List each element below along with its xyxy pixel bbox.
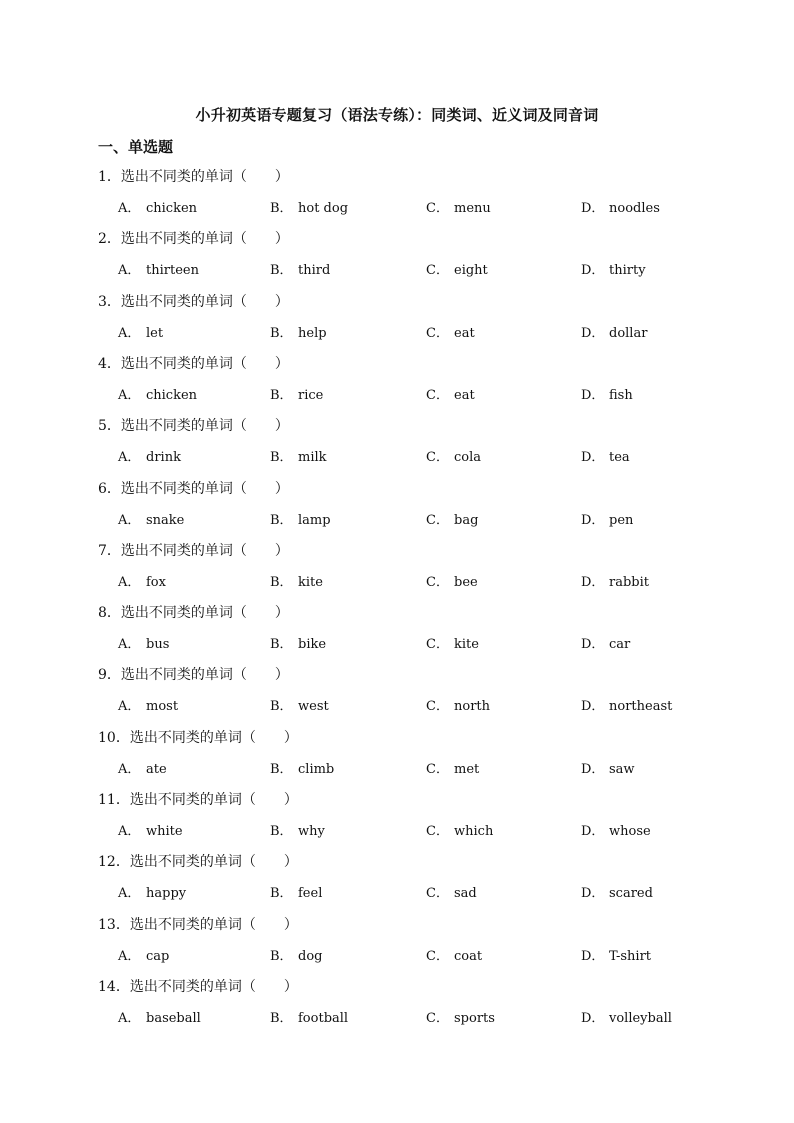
question-item [98,723,718,785]
option-letter: D． [581,699,605,715]
answer-option[interactable] [270,816,325,847]
option-text: northeast [609,699,673,715]
option-letter: D． [581,574,605,590]
answer-option[interactable] [426,878,477,909]
option-letter: B． [270,699,293,715]
option-text: volleyball [609,1010,672,1026]
question-stem [98,349,718,380]
answer-option[interactable] [270,318,327,349]
option-letter: B． [270,387,293,403]
question-text: 选出不同类的单词（ ） [120,667,289,684]
option-text: T-shirt [609,948,652,964]
option-text: bag [454,512,479,528]
answer-option[interactable] [581,691,672,722]
option-text: noodles [609,201,660,216]
option-letter: D． [581,263,605,279]
option-row [98,629,718,660]
option-letter: B． [270,824,293,839]
option-text: bike [298,637,327,653]
option-letter: A． [118,325,141,341]
option-text: tea [609,450,630,466]
answer-option[interactable] [581,505,633,536]
option-letter: A． [118,948,141,964]
answer-option[interactable] [426,255,488,286]
answer-option[interactable] [270,878,322,909]
answer-option[interactable] [581,193,660,224]
option-row [98,505,718,536]
question-text: 选出不同类的单词（ ） [120,605,289,622]
option-text: help [298,325,327,341]
option-letter: D． [581,512,605,528]
option-letter: C． [426,512,449,528]
option-text: most [146,699,179,715]
option-letter: C． [426,450,449,466]
option-letter: B． [270,325,293,341]
question-number: 10． [98,729,130,746]
option-letter: D． [581,1010,605,1026]
option-text: saw [609,761,635,777]
option-letter: B． [270,263,293,279]
answer-option[interactable] [118,691,178,722]
question-stem [98,723,718,754]
option-text: chicken [146,201,198,216]
question-text: 选出不同类的单词（ ） [120,355,289,372]
answer-option[interactable] [270,691,329,722]
question-stem [98,598,718,629]
question-item [98,785,718,847]
option-letter: A． [118,761,141,777]
option-text: hot dog [298,201,349,216]
question-item [98,224,718,286]
option-letter: C． [426,637,449,653]
option-letter: A． [118,699,141,715]
option-row [98,816,718,847]
option-text: thirty [609,263,646,279]
answer-option[interactable] [426,816,493,847]
option-letter: B． [270,1010,293,1026]
option-text: west [298,699,329,715]
option-letter: C． [426,948,449,964]
page-title: 小升初英语专题复习（语法专练）：同类词、近义词及同音词 [195,106,599,124]
question-stem [98,972,718,1003]
option-letter: A． [118,263,141,279]
option-text: why [298,824,325,839]
answer-option[interactable] [426,318,475,349]
question-number: 6． [98,480,121,497]
option-text: rabbit [609,574,649,590]
answer-option[interactable] [270,629,326,660]
answer-option[interactable] [426,505,478,536]
option-letter: D． [581,201,605,216]
option-text: ate [146,761,167,777]
question-stem [98,847,718,878]
question-item [98,660,718,722]
option-text: rice [298,387,324,403]
option-row [98,878,718,909]
question-number: 5． [98,418,121,435]
option-letter: A． [118,450,141,466]
option-text: baseball [146,1010,201,1026]
option-text: let [146,325,164,341]
option-letter: C． [426,699,449,715]
option-letter: D． [581,824,605,839]
question-item [98,910,718,972]
answer-option[interactable] [581,941,651,972]
option-text: milk [298,450,327,466]
option-letter: D． [581,948,605,964]
option-text: snake [146,512,185,528]
option-letter: C． [426,1010,449,1026]
answer-option[interactable] [118,442,181,473]
option-row [98,941,718,972]
answer-option[interactable] [118,380,197,411]
question-text: 选出不同类的单词（ ） [129,792,298,808]
option-text: football [298,1010,349,1026]
answer-option[interactable] [118,318,163,349]
answer-option[interactable] [581,318,647,349]
option-text: chicken [146,387,198,403]
answer-option[interactable] [581,380,633,411]
option-letter: C． [426,574,449,590]
question-number: 13． [98,916,130,933]
option-text: north [454,699,491,715]
question-number: 1． [98,169,121,185]
option-letter: C． [426,824,449,839]
option-row [98,567,718,598]
question-item [98,287,718,349]
question-stem [98,910,718,941]
answer-option[interactable] [270,754,334,785]
option-text: pen [609,512,634,528]
option-text: fish [609,387,633,403]
option-text: eat [454,325,475,341]
question-text: 选出不同类的单词（ ） [129,978,298,995]
option-letter: B． [270,948,293,964]
option-text: menu [454,201,491,216]
option-text: dollar [609,325,648,341]
answer-option[interactable] [581,442,630,473]
option-text: thirteen [146,263,199,279]
answer-option[interactable] [426,193,491,224]
option-letter: C． [426,201,449,216]
answer-option[interactable] [581,1003,672,1034]
option-letter: D． [581,637,605,653]
question-stem [98,660,718,691]
option-letter: A． [118,201,141,216]
option-letter: A． [118,886,141,902]
option-letter: D． [581,450,605,466]
answer-option[interactable] [270,567,323,598]
answer-option[interactable] [118,1003,201,1034]
option-letter: C． [426,325,449,341]
option-row [98,442,718,473]
option-row [98,754,718,785]
option-row [98,255,718,286]
answer-option[interactable] [426,1003,495,1034]
option-row [98,318,718,349]
question-text: 选出不同类的单词（ ） [120,293,289,310]
question-item [98,411,718,473]
question-number: 11． [98,792,130,808]
question-stem [98,224,718,255]
option-letter: B． [270,201,293,216]
question-text: 选出不同类的单词（ ） [120,480,289,497]
option-letter: B． [270,512,293,528]
question-text: 选出不同类的单词（ ） [129,916,298,933]
question-stem [98,785,718,816]
option-row [98,380,718,411]
answer-option[interactable] [118,255,199,286]
question-text: 选出不同类的单词（ ） [120,231,289,248]
answer-option[interactable] [581,754,635,785]
option-letter: D． [581,387,605,403]
option-text: kite [298,574,323,590]
answer-option[interactable] [581,255,646,286]
option-letter: A． [118,824,141,839]
question-number: 8． [98,605,121,622]
question-number: 14． [98,978,130,995]
option-row [98,691,718,722]
option-letter: C． [426,263,449,279]
option-text: sad [454,886,477,902]
option-text: met [454,761,480,777]
question-number: 3． [98,293,121,310]
option-letter: A． [118,512,141,528]
option-row [98,193,718,224]
question-text: 选出不同类的单词（ ） [120,542,289,559]
option-text: bee [454,574,478,590]
option-text: bus [146,637,170,653]
option-text: feel [298,886,323,902]
question-item [98,349,718,411]
answer-option[interactable] [426,380,475,411]
option-row [98,1003,718,1034]
option-text: coat [454,948,483,964]
question-text: 选出不同类的单词（ ） [129,854,298,871]
option-text: cap [146,948,170,964]
option-letter: B． [270,761,293,777]
answer-option[interactable] [118,505,184,536]
question-number: 7． [98,542,121,559]
option-letter: A． [118,637,141,653]
option-letter: B． [270,450,293,466]
question-item [98,162,718,224]
option-letter: A． [118,387,141,403]
answer-option[interactable] [581,567,649,598]
answer-option[interactable] [581,816,651,847]
question-stem [98,474,718,505]
question-stem [98,536,718,567]
option-letter: C． [426,761,449,777]
answer-option[interactable] [426,941,482,972]
option-letter: B． [270,637,293,653]
answer-option[interactable] [270,442,327,473]
answer-option[interactable] [426,629,479,660]
option-text: sports [454,1010,495,1026]
question-item [98,598,718,660]
option-letter: C． [426,886,449,902]
option-text: cola [454,450,482,466]
option-letter: A． [118,1010,141,1026]
option-text: white [146,824,183,839]
option-letter: B． [270,886,293,902]
question-stem [98,162,718,193]
option-text: eight [454,263,488,279]
question-text: 选出不同类的单词（ ） [129,729,298,746]
question-number: 9． [98,667,121,684]
option-letter: D． [581,886,605,902]
answer-option[interactable] [270,505,331,536]
answer-option[interactable] [270,255,330,286]
question-item [98,972,718,1034]
option-text: third [298,263,331,279]
option-letter: D． [581,761,605,777]
answer-option[interactable] [118,629,169,660]
answer-option[interactable] [426,567,478,598]
question-stem [98,287,718,318]
option-text: happy [146,886,187,902]
answer-option[interactable] [426,442,481,473]
option-letter: B． [270,574,293,590]
option-text: lamp [298,512,331,528]
option-letter: D． [581,325,605,341]
option-text: car [609,637,631,653]
section-heading: 一、单选题 [98,138,174,156]
question-text: 选出不同类的单词（ ） [120,169,289,185]
option-letter: C． [426,387,449,403]
question-text: 选出不同类的单词（ ） [120,418,289,435]
option-text: fox [146,574,166,590]
answer-option[interactable] [118,567,166,598]
answer-option[interactable] [118,941,169,972]
question-stem [98,411,718,442]
option-text: eat [454,387,475,403]
answer-option[interactable] [581,629,630,660]
answer-option[interactable] [270,193,348,224]
answer-option[interactable] [118,754,167,785]
option-letter: A． [118,574,141,590]
answer-option[interactable] [270,941,322,972]
answer-option[interactable] [270,380,323,411]
answer-option[interactable] [118,193,197,224]
answer-option[interactable] [426,691,490,722]
option-text: whose [609,824,651,839]
question-number: 12． [98,854,130,871]
question-item [98,536,718,598]
option-text: which [454,824,494,839]
option-text: dog [298,948,323,964]
answer-option[interactable] [270,1003,348,1034]
option-text: drink [146,450,181,466]
option-text: climb [298,761,335,777]
option-text: kite [454,637,479,653]
answer-option[interactable] [118,816,183,847]
question-number: 2． [98,231,121,248]
answer-option[interactable] [426,754,479,785]
question-item [98,474,718,536]
answer-option[interactable] [581,878,653,909]
answer-option[interactable] [118,878,186,909]
question-item [98,847,718,909]
question-number: 4． [98,355,121,372]
option-text: scared [609,886,653,902]
